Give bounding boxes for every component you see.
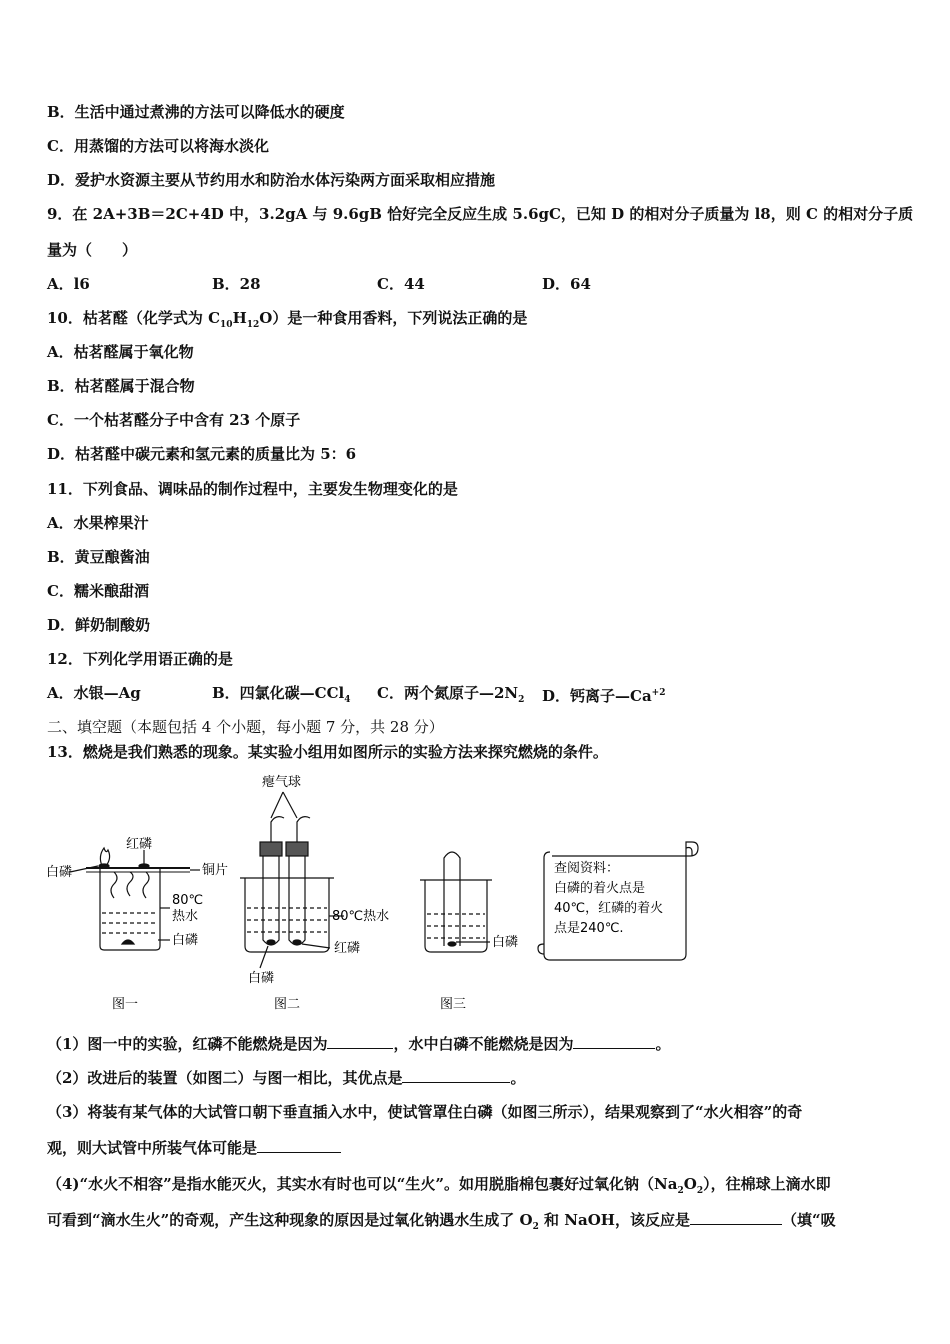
q9-stem-line1: 9．在 2A+3B＝2C+4D 中，3.2gA 与 9.6gB 恰好完全反应生成 5.6gC，已知 D 的相对分子质量为 l8，则 C 的相对分子质 bbox=[47, 205, 914, 223]
fig3-caption: 图三 bbox=[440, 997, 467, 1012]
q8-option-c: C．用蒸馏的方法可以将海水淡化 bbox=[47, 137, 269, 155]
fig1-label-hot-water: 热水 bbox=[172, 909, 199, 924]
fig2-balloon-left bbox=[271, 817, 284, 842]
fig2-red-phosphorus bbox=[293, 940, 301, 944]
q8-option-b: B．生活中通过煮沸的方法可以降低水的硬度 bbox=[47, 103, 345, 121]
fig2-label-balloon: 瘪气球 bbox=[262, 775, 302, 790]
section-heading: 二、填空题（本题包括 4 个小题，每小题 7 分，共 28 分） bbox=[47, 718, 444, 736]
q12-option-d: D．钙离子$—Ca^{+2}$ bbox=[542, 687, 666, 705]
fig3-white-phosphorus bbox=[448, 942, 456, 946]
reference-title: 查阅资料： bbox=[554, 861, 620, 876]
fig2-label-80c-hot-water: 80℃热水 bbox=[332, 909, 390, 924]
fig2-label-white-phosphorus: 白磷 bbox=[248, 971, 275, 986]
q10-stem: 10．枯茗醛（化学式为 $C_{10}H_{12}O$）是一种食用香料，下列说法正确的是 bbox=[47, 309, 528, 330]
fig2-caption: 图二 bbox=[274, 997, 301, 1012]
q10-option-c: C．一个枯茗醛分子中含有 23 个原子 bbox=[47, 411, 301, 429]
q11-option-d: D．鲜奶制酸奶 bbox=[47, 616, 151, 634]
q13-part2: （2）改进后的装置（如图二）与图一相比，其优点是 。 bbox=[47, 1069, 526, 1087]
q12-option-b: B．四氯化碳—CCl$_4$ bbox=[212, 684, 351, 705]
q12-option-c: C．两个氮原子$—2N_2$ bbox=[377, 684, 525, 705]
q9-stem-line2: 量为（ ） bbox=[47, 241, 138, 259]
q11-option-b: B．黄豆酿酱油 bbox=[47, 548, 150, 566]
q13-part4-line1: （4)“水火不相容”是指水能灭火，其实水有时也可以“生火”。如用脱脂棉包裹好过氧化钠$(Na_2O_2)$，往棉球上滴水即 bbox=[47, 1175, 831, 1196]
fig1-white-phosphorus-underwater bbox=[122, 940, 134, 944]
experiment-figure bbox=[40, 768, 720, 1018]
fig2-test-tube-left bbox=[263, 854, 279, 945]
reference-line-3: 点是240℃. bbox=[554, 921, 624, 936]
fig2-beaker bbox=[245, 878, 329, 952]
fig1-label-80c: 80℃ bbox=[172, 893, 204, 908]
fig1-caption: 图一 bbox=[112, 997, 139, 1012]
q11-option-c: C．糯米酿甜酒 bbox=[47, 582, 149, 600]
fig3-label-white-phosphorus: 白磷 bbox=[492, 935, 519, 950]
q11-option-a: A．水果榨果汁 bbox=[47, 514, 149, 532]
q10-option-d: D．枯茗醛中碳元素和氢元素的质量比为 5：6 bbox=[47, 445, 357, 463]
q9-option-d: D．64 bbox=[542, 275, 591, 293]
fig2-white-phosphorus bbox=[267, 940, 275, 944]
answer-blank[interactable] bbox=[402, 1068, 510, 1083]
reference-line-1: 白磷的着火点是 bbox=[554, 881, 646, 896]
answer-blank[interactable] bbox=[257, 1138, 341, 1153]
q12-option-a: A．水银—Ag bbox=[47, 684, 141, 702]
q8-option-d: D．爱护水资源主要从节约用水和防治水体污染两方面采取相应措施 bbox=[47, 171, 496, 189]
q13-part3-line1: （3）将装有某气体的大试管口朝下垂直插入水中，使试管罩住白磷（如图三所示），结果观察到了“水火相容”的奇 bbox=[47, 1103, 803, 1121]
fig1-label-copper: 铜片 bbox=[202, 863, 229, 878]
q10-option-b: B．枯茗醛属于混合物 bbox=[47, 377, 195, 395]
fig1-label-red-phosphorus: 红磷 bbox=[126, 837, 153, 852]
fig1-label-white-phosphorus: 白磷 bbox=[46, 865, 73, 880]
q9-option-b: B．28 bbox=[212, 275, 261, 293]
q12-stem: 12．下列化学用语正确的是 bbox=[47, 650, 233, 668]
fig1-red-phosphorus bbox=[139, 864, 149, 868]
q13-part4-line2: 可看到“滴水生火”的奇观，产生这种现象的原因是过氧化钠遇水生成了 $O_2$ 和 NaOH，该反应是 （填“吸 bbox=[47, 1211, 836, 1232]
q10-option-a: A．枯茗醛属于氧化物 bbox=[47, 343, 194, 361]
q13-stem: 13．燃烧是我们熟悉的现象。某实验小组用如图所示的实验方法来探究燃烧的条件。 bbox=[47, 743, 608, 761]
fig3-inverted-test-tube bbox=[444, 852, 460, 946]
answer-blank[interactable] bbox=[573, 1034, 655, 1049]
fig2-label-red-phosphorus: 红磷 bbox=[334, 941, 361, 956]
q9-option-c: C．44 bbox=[377, 275, 425, 293]
q13-part1: （1）图一中的实验，红磷不能燃烧是因为 ，水中白磷不能燃烧是因为 。 bbox=[47, 1035, 671, 1053]
q11-stem: 11．下列食品、调味品的制作过程中，主要发生物理变化的是 bbox=[47, 480, 458, 498]
fig3-beaker bbox=[425, 880, 487, 952]
reference-line-2: 40℃，红磷的着火 bbox=[554, 901, 664, 916]
fig2-balloon-right bbox=[297, 817, 310, 842]
flame-icon bbox=[100, 848, 109, 866]
fig1-label-white-phosphorus-bottom: 白磷 bbox=[172, 933, 199, 948]
fig2-stopper-right bbox=[286, 842, 308, 856]
answer-blank[interactable] bbox=[690, 1210, 782, 1225]
answer-blank[interactable] bbox=[327, 1034, 393, 1049]
fig2-test-tube-right bbox=[289, 854, 305, 945]
fig1-beaker bbox=[100, 868, 160, 950]
fig2-stopper-left bbox=[260, 842, 282, 856]
q9-option-a: A．l6 bbox=[47, 275, 90, 293]
q13-part3-line2: 观，则大试管中所装气体可能是 bbox=[47, 1138, 341, 1158]
